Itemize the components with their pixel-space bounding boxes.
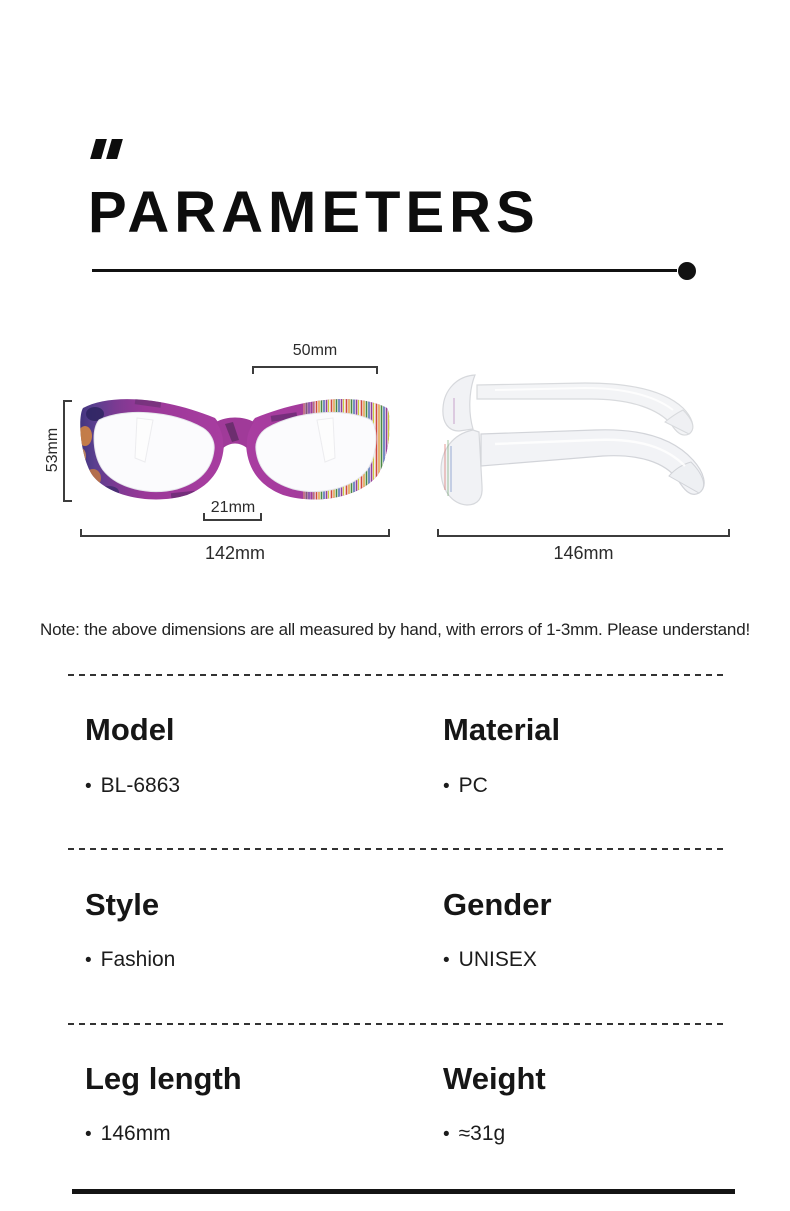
title-underline xyxy=(92,269,677,272)
bullet-icon: • xyxy=(85,776,92,797)
spec-value-model: • BL-6863 xyxy=(85,774,181,797)
frame-width-label: 142mm xyxy=(204,543,266,563)
lens-height-label: 53mm xyxy=(44,427,61,473)
quote-icon xyxy=(93,139,125,164)
bullet-icon: • xyxy=(443,776,450,797)
glasses-side-image xyxy=(435,372,735,522)
spec-value-style: • Fashion xyxy=(85,948,176,971)
bullet-icon: • xyxy=(85,950,92,971)
temple-length-bracket xyxy=(437,529,730,537)
bridge-width-label: 21mm xyxy=(210,499,256,516)
lens-height-bracket xyxy=(63,400,72,502)
frame-width-bracket xyxy=(80,529,390,537)
lens-width-bracket xyxy=(252,366,378,374)
divider-dashed xyxy=(68,848,728,850)
divider-dashed xyxy=(68,674,728,676)
divider-dashed xyxy=(68,1023,728,1025)
spec-value-leg-length: • 146mm xyxy=(85,1122,171,1145)
spec-label-model: Model xyxy=(85,712,175,747)
spec-value-gender: • UNISEX xyxy=(443,948,537,971)
bottom-rule xyxy=(72,1189,735,1194)
spec-label-style: Style xyxy=(85,887,160,922)
spec-label-leg-length: Leg length xyxy=(85,1061,242,1096)
title-underline-dot xyxy=(678,262,696,280)
lens-width-label: 50mm xyxy=(292,342,338,359)
spec-value-weight: • ≈31g xyxy=(443,1122,506,1145)
measurement-note: Note: the above dimensions are all measured by hand, with errors of 1-3mm. Please understand! xyxy=(40,620,750,639)
spec-value-material: • PC xyxy=(443,774,488,797)
bridge-width-bracket xyxy=(203,513,262,521)
bullet-icon: • xyxy=(85,1124,92,1145)
temple-length-label: 146mm xyxy=(553,543,614,563)
bullet-icon: • xyxy=(443,950,450,971)
spec-label-weight: Weight xyxy=(443,1061,546,1096)
spec-label-gender: Gender xyxy=(443,887,552,922)
spec-label-material: Material xyxy=(443,712,561,747)
page-title: PARAMETERS xyxy=(88,180,540,245)
bullet-icon: • xyxy=(443,1124,450,1145)
